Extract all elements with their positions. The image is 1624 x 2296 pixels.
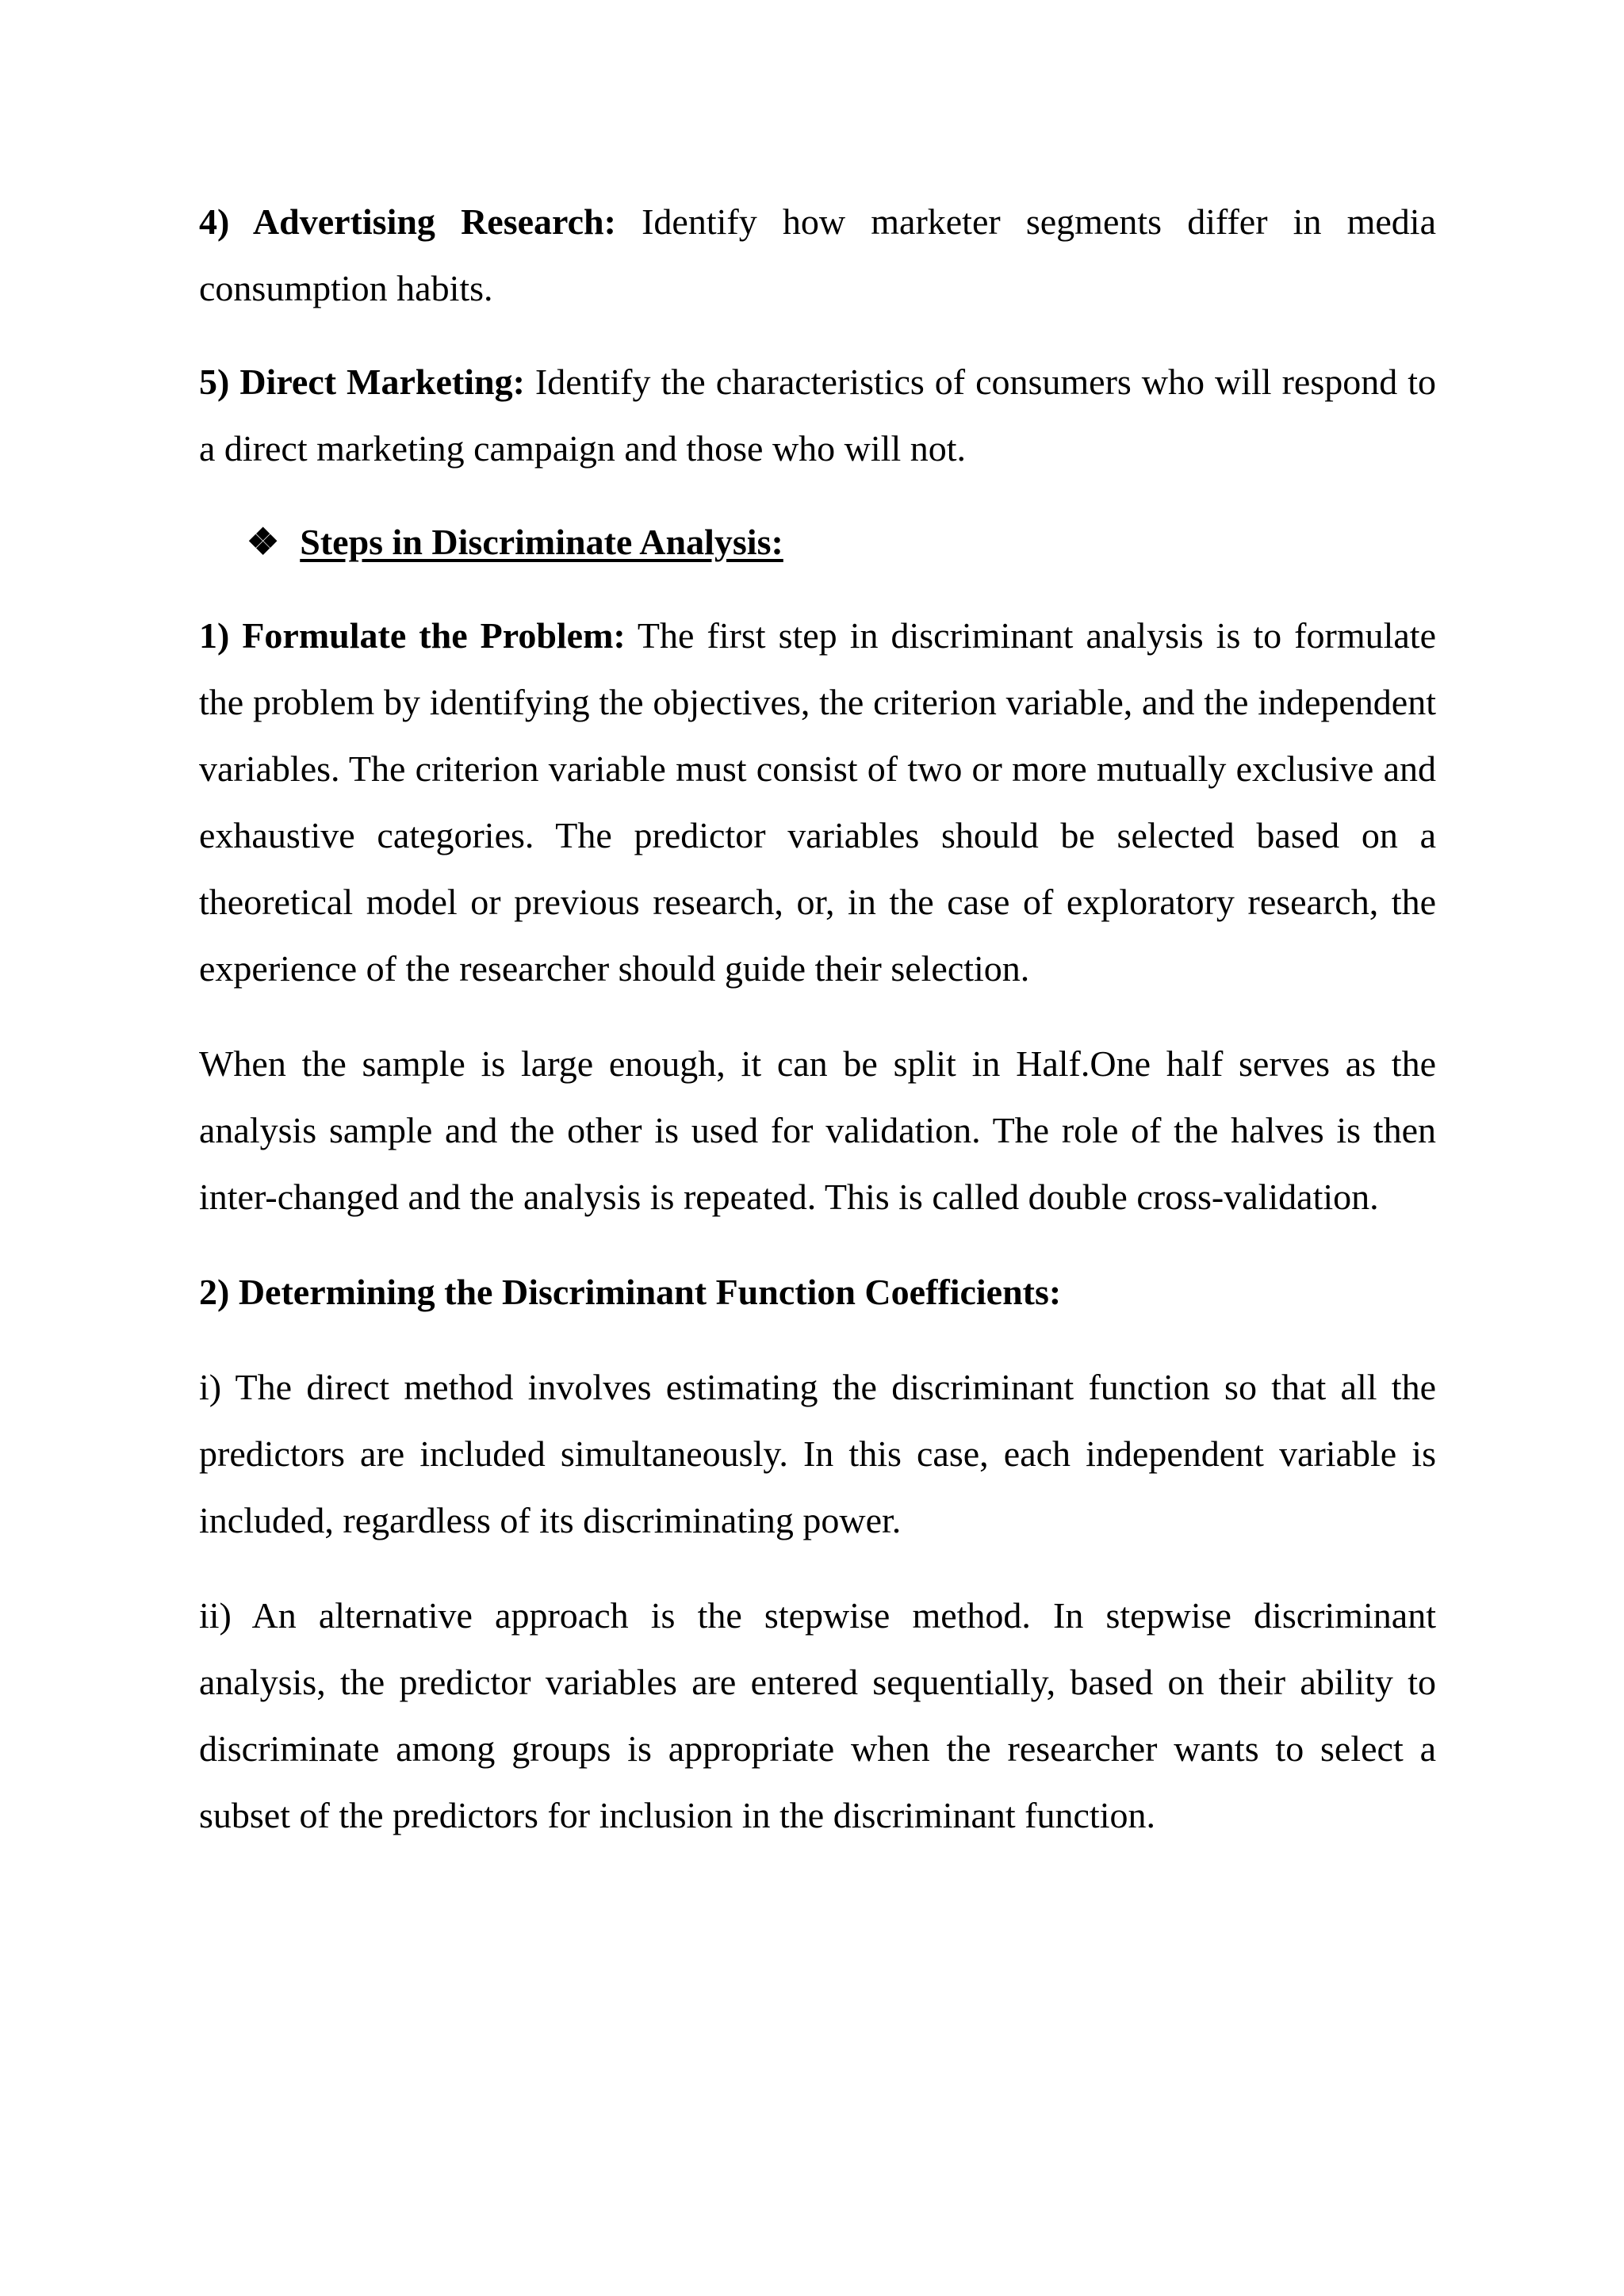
- paragraph-text: When the sample is large enough, it can be split in Half.One half serves as the analysis sample and the other is used for validation. The role of the halves is then inter-changed and the analysis is repeated. This is called double cross-validation.: [199, 1043, 1436, 1217]
- paragraph-direct-marketing: [199, 349, 1436, 482]
- heading-title: Steps in Discriminate Analysis:: [300, 522, 783, 562]
- paragraph-sample-split: [199, 1031, 1436, 1230]
- paragraph-text: Identify the characteristics of consumers who will respond to a direct marketing campaign and those who will not.: [199, 362, 1437, 469]
- diamond-bullet-icon: ❖: [247, 522, 280, 562]
- paragraph-stepwise-method: [199, 1582, 1436, 1849]
- paragraph-label: 1) Formulate the Problem:: [199, 615, 626, 656]
- paragraph-text: ii) An alternative approach is the stepwise method. In stepwise discriminant analysis, the predictor variables are entered sequentially, based on their ability to discriminate among groups is appropriate when the researcher wants to select a subset of the predictors for inclusion in the discriminant function.: [199, 1595, 1436, 1835]
- paragraph-advertising-research: [199, 189, 1436, 322]
- paragraph-direct-method: [199, 1354, 1436, 1554]
- paragraph-text: Identify how marketer segments differ in media consumption habits.: [199, 201, 1436, 308]
- document-page: [199, 189, 1436, 1849]
- paragraph-label: 4) Advertising Research:: [199, 201, 616, 242]
- section-title-discriminant-coefficients: 2) Determining the Discriminant Function Coefficients:: [199, 1272, 1062, 1312]
- paragraph-text: The first step in discriminant analysis is to formulate the problem by identifying the objectives, the criterion variable, and the independent variables. The criterion variable must consist of two or more mutually exclusive and exhaustive categories. The predictor variables should be selected based on a theoretical model or previous research, or, in the case of exploratory research, the experience of the researcher should guide their selection.: [199, 615, 1436, 989]
- paragraph-text: i) The direct method involves estimating the discriminant function so that all the predictors are included simultaneously. In this case, each independent variable is included, regardless of its discriminating power.: [199, 1367, 1436, 1540]
- steps-heading: [199, 509, 1436, 576]
- paragraph-formulate-problem: [199, 603, 1436, 1002]
- paragraph-label: 5) Direct Marketing:: [199, 362, 525, 402]
